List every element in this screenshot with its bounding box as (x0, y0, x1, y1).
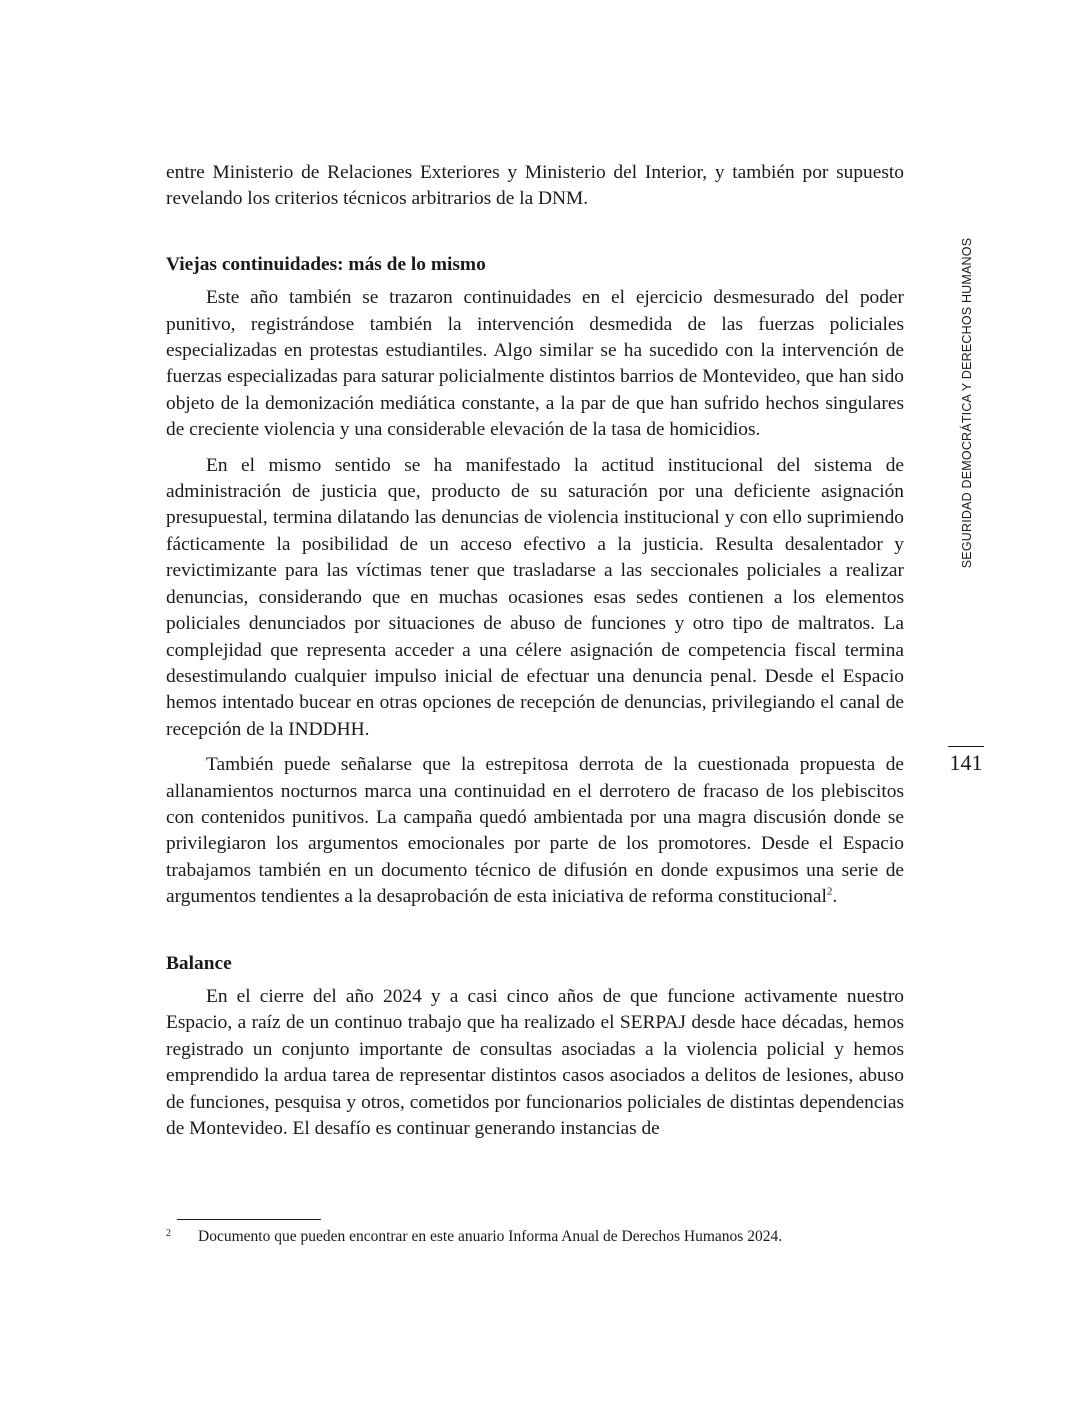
section-heading-balance: Balance (166, 952, 232, 974)
running-head-text: SEGURIDAD DEMOCRÁTICA Y DERECHOS HUMANOS (960, 237, 974, 569)
footnote-reference[interactable]: 2 (826, 885, 833, 898)
footnote-text: Documento que pueden encontrar en este anuario Informa Anual de Derechos Humanos 2024. (198, 1228, 783, 1245)
paragraph-end-punctuation: . (832, 886, 838, 908)
paragraph-with-footnote-ref (166, 752, 904, 910)
paragraph: En el cierre del año 2024 y a casi cinco años de que funcione activamente nuestro Espacio, a raíz de un continuo trabajo que ha realizado el SERPAJ desde hace décadas, hemos registrado un conjunto importante de consultas asociadas a la violencia policial y hemos emprendido la ardua tarea de representar distintos casos asociados a delitos de lesiones, abuso de funciones, pesquisa y otros, cometidos por funcionarios policiales de distintas dependencias de Montevideo. El desafío es continuar generando instancias de (166, 985, 904, 1139)
paragraph: Este año también se trazaron continuidades en el ejercicio desmesurado del poder punitivo, registrándose también la intervención desmedida de las fuerzas policiales especializadas en protestas estudiantiles. Algo similar se ha sucedido con la intervención de fuerzas especializadas para saturar policialmente distintos barrios de Montevideo, que han sido objeto de la demonización mediática constante, a la par de que han sufrido hechos singulares de creciente violencia y una considerable elevación de la tasa de homicidios. (166, 287, 904, 441)
page-number-rule (948, 746, 984, 747)
paragraph-text: También puede señalarse que la estrepitosa derrota de la cuestionada propuesta de allanamientos nocturnos marca una continuidad en el derrotero de fracaso de los plebiscitos con contenidos punitivos. La campaña quedó ambientada por una magra discusión donde se privilegiaron los argumentos emocionales por parte de los promotores. Desde el Espacio trabajamos también en un documento técnico de difusión en donde expusimos una serie de argumentos tendientes a la desaprobación de esta iniciativa de reforma constitucional (166, 754, 904, 908)
page-body (166, 160, 904, 1142)
paragraph-continuation: entre Ministerio de Relaciones Exteriores y Ministerio del Interior, y también por supuesto revelando los criterios técnicos arbitrarios de la DNM. (166, 162, 904, 210)
paragraph: En el mismo sentido se ha manifestado la actitud institucional del sistema de administración de justicia que, producto de su saturación por una deficiente asignación presupuestal, termina dilatando las denuncias de violencia institucional y con ello suprimiendo fácticamente la posibilidad de un acceso efectivo a la justicia. Resulta desalentador y revictimizante para las víctimas tener que trasladarse a las seccionales policiales a realizar denuncias, considerando que en muchas ocasiones esas sedes contienen a los elementos policiales denunciados por situaciones de abuso de funciones y otro tipo de maltratos. La complejidad que representa acceder a una célere asignación de competencia fiscal termina desestimulando cualquier impulso inicial de efectuar una denuncia penal. Desde el Espacio hemos intentado bucear en otras opciones de recepción de denuncias, privilegiando el canal de recepción de la INDDHH. (166, 454, 904, 740)
section-heading-viejas-continuidades: Viejas continuidades: más de lo mismo (166, 253, 486, 275)
footnote-mark: 2 (166, 1228, 171, 1239)
page-number: 141 (949, 750, 983, 775)
footnote-separator (177, 1219, 321, 1220)
